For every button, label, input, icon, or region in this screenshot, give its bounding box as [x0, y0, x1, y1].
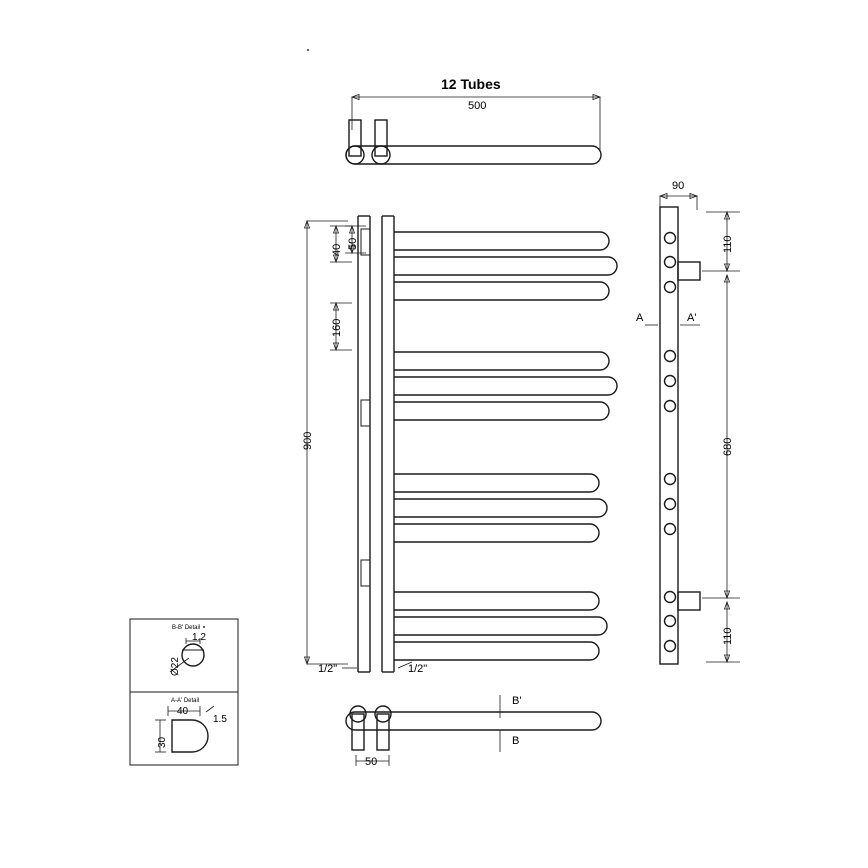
detail-bb-width-label: 1.2	[192, 632, 206, 643]
section-a-label: A	[636, 312, 644, 324]
bottom-view-depth-label: 50	[365, 756, 378, 768]
side-view-middle-label: 680	[722, 437, 734, 456]
front-view-height-label: 900	[302, 431, 314, 450]
front-view-right-connection-label: 1/2"	[408, 663, 428, 675]
section-b-label: B	[512, 735, 520, 747]
top-view-width-label: 500	[468, 100, 487, 112]
detail-bb-diameter-label: Ø22	[170, 657, 181, 676]
front-view-bracket-label: 50	[347, 237, 359, 250]
front-view-left-connection-label: 1/2"	[318, 663, 338, 675]
detail-aa-title: A-A' Detail	[171, 698, 200, 704]
detail-aa-width-label: 40	[177, 706, 189, 717]
side-view-depth-label: 90	[672, 180, 685, 192]
side-view-bottom-label: 110	[722, 627, 734, 645]
section-b-prime-label: B'	[512, 695, 522, 707]
front-view-spacing-label: 160	[331, 318, 343, 337]
section-a-prime-label: A'	[687, 312, 697, 324]
detail-bb-title: B-B' Detail	[172, 625, 201, 631]
front-view-top-gap-label: 40	[331, 243, 343, 256]
drawing-title: 12 Tubes	[441, 76, 501, 92]
detail-aa-height-label: 30	[157, 736, 168, 748]
detail-aa-thickness-label: 1.5	[213, 714, 227, 725]
side-view-top-label: 110	[722, 235, 734, 253]
